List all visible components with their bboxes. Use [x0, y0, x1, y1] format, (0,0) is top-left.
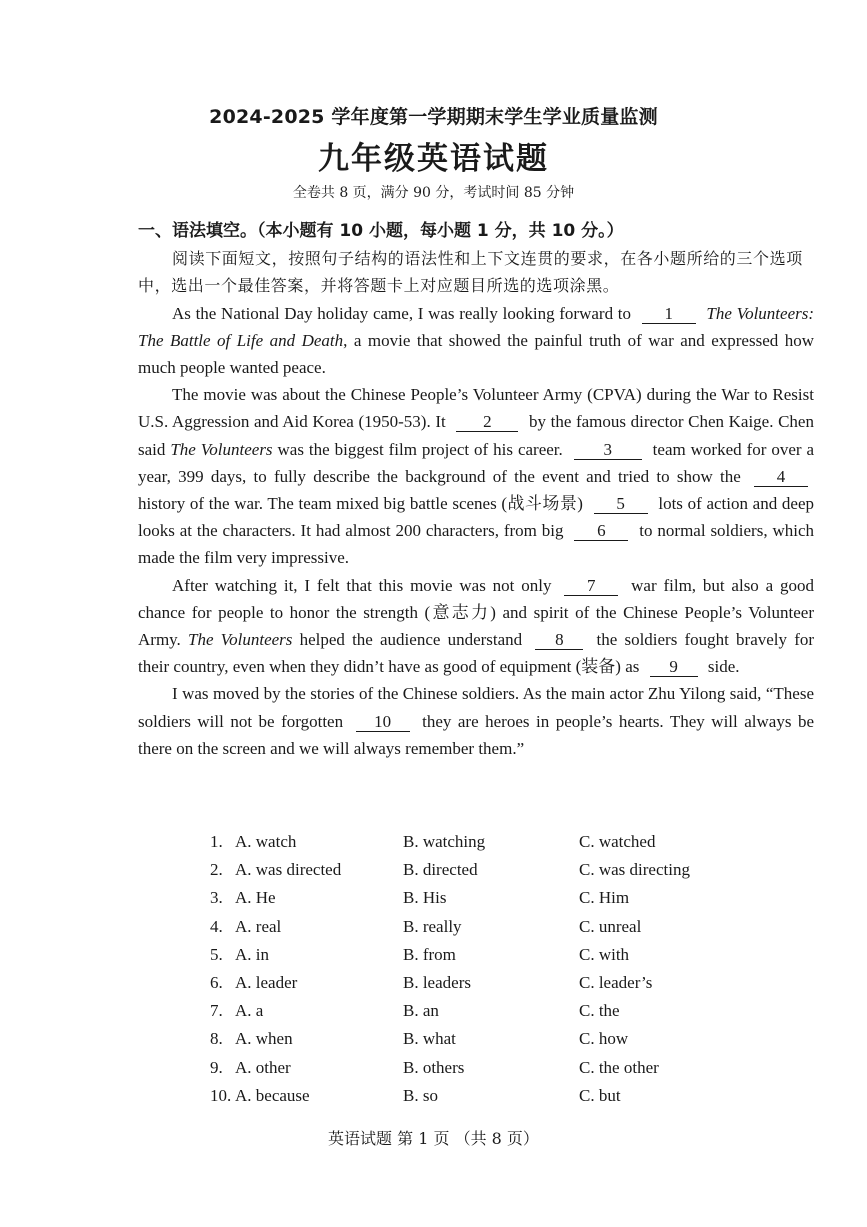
option-row — [210, 828, 729, 856]
option-c: C. but — [579, 1085, 621, 1105]
question-number: 7. — [210, 1001, 223, 1021]
option-row — [210, 913, 729, 941]
option-a: A. watch — [235, 832, 297, 852]
passage-text: was the biggest film project of his career. — [277, 439, 563, 459]
passage-text: After watching it, I felt that this movie was not only — [172, 575, 552, 595]
film-title: The Volunteers — [187, 630, 293, 650]
question-number: 6. — [210, 973, 223, 993]
passage-text: I was moved by the stories of the Chinese soldiers. As the main actor Zhu Yilong said, “These soldiers will not be forgotten — [138, 684, 814, 731]
option-row — [210, 856, 729, 884]
exam-info: 全卷共 8 页，满分 90 分，考试时间 85 分钟 — [292, 185, 575, 201]
option-a: A. He — [235, 888, 276, 908]
blank-10: 10 — [356, 713, 410, 732]
question-number: 8. — [210, 1029, 223, 1049]
option-row — [210, 941, 729, 969]
passage-text: the soldiers fought bravely for their country, even when they didn’t have as good of equipment (装备) as — [138, 630, 815, 677]
option-c: C. was directing — [579, 860, 690, 880]
option-c: C. with — [579, 944, 630, 964]
answer-options — [210, 828, 729, 1110]
exam-title: 九年级英语试题 — [318, 141, 549, 177]
option-c: C. unreal — [579, 916, 642, 936]
page-footer: 英语试题 第 1 页 （共 8 页） — [328, 1129, 539, 1148]
option-a: A. was directed — [235, 860, 342, 880]
option-b: B. watching — [403, 832, 486, 852]
question-number: 9. — [210, 1057, 223, 1077]
exam-header — [0, 102, 867, 202]
option-row — [210, 1082, 729, 1110]
option-a: A. other — [235, 1057, 291, 1077]
passage-text: by the famous director Chen Kaige. Chen said — [138, 412, 814, 459]
section-grammar-fill — [138, 218, 814, 762]
question-number: 10. — [210, 1085, 232, 1105]
passage-text: team worked for over a year, 399 days, to fully describe the background of the event and tried to show the — [138, 439, 815, 486]
option-a: A. in — [235, 944, 269, 964]
passage-text: , a movie that showed the painful truth of war and expressed how much people wanted peace. — [138, 330, 814, 378]
blank-1: 1 — [642, 305, 696, 324]
blank-5: 5 — [594, 495, 648, 514]
option-b: B. others — [403, 1057, 465, 1077]
passage-paragraph-2 — [138, 381, 814, 571]
blank-4: 4 — [754, 468, 808, 487]
option-row — [210, 1025, 729, 1053]
option-row — [210, 1054, 729, 1082]
option-c: C. how — [579, 1029, 629, 1049]
section-heading: 一、语法填空。（本小题有 10 小题，每小题 1 分，共 10 分。） — [138, 221, 624, 241]
passage-text: side. — [707, 657, 740, 677]
passage-text: to normal soldiers, which made the film very impressive. — [138, 521, 815, 568]
question-number: 1. — [210, 832, 223, 852]
option-c: C. leader’s — [579, 973, 653, 993]
question-number: 3. — [210, 888, 223, 908]
blank-8: 8 — [535, 631, 583, 650]
blank-7: 7 — [564, 577, 618, 596]
passage-text: war film, but also a good chance for people to honor the strength (意志力) and spirit of the Chinese People’s Volunteer Army. — [138, 575, 815, 650]
question-number: 5. — [210, 944, 223, 964]
option-a: A. leader — [235, 973, 298, 993]
option-b: B. leaders — [403, 973, 471, 993]
blank-3: 3 — [574, 441, 642, 460]
option-b: B. directed — [403, 860, 478, 880]
option-row — [210, 997, 729, 1025]
option-b: B. so — [403, 1085, 438, 1105]
film-title: The Volunteers — [170, 439, 273, 459]
option-b: B. really — [403, 916, 462, 936]
passage-paragraph-4 — [138, 680, 814, 762]
option-b: B. an — [403, 1001, 439, 1021]
option-row — [210, 969, 729, 997]
passage-paragraph-3 — [138, 572, 814, 681]
passage-text: The movie was about the Chinese People’s Volunteer Army (CPVA) during the War to Resist U.S. Aggression and Aid Korea (1950-53). It — [138, 385, 814, 432]
passage-text: lots of action and deep looks at the characters. It had almost 200 characters, from big — [138, 494, 815, 541]
blank-2: 2 — [456, 413, 518, 432]
option-b: B. His — [403, 888, 447, 908]
option-a: A. a — [235, 1001, 264, 1021]
blank-6: 6 — [574, 522, 628, 541]
option-b: B. what — [403, 1029, 456, 1049]
question-number: 4. — [210, 916, 223, 936]
blank-9: 9 — [650, 658, 698, 677]
option-a: A. when — [235, 1029, 293, 1049]
section-instructions: 阅读下面短文，按照句子结构的语法性和上下文连贯的要求，在各小题所给的三个选项中，选出一个最佳答案，并将答题卡上对应题目所选的选项涂黑。 — [138, 249, 803, 296]
option-c: C. the other — [579, 1057, 659, 1077]
option-a: A. real — [235, 916, 282, 936]
passage-text: helped the audience understand — [299, 630, 523, 650]
passage-text: history of the war. The team mixed big battle scenes (战斗场景) — [138, 494, 583, 514]
passage-text: As the National Day holiday came, I was really looking forward to — [172, 303, 631, 323]
option-b: B. from — [403, 944, 456, 964]
exam-subtitle: 2024-2025 学年度第一学期期末学生学业质量监测 — [209, 106, 658, 128]
option-c: C. Him — [579, 888, 630, 908]
question-number: 2. — [210, 860, 223, 880]
option-row — [210, 884, 729, 912]
option-c: C. the — [579, 1001, 620, 1021]
film-title: The Volunteers: The Battle of Life and Death — [138, 303, 815, 350]
option-a: A. because — [235, 1085, 310, 1105]
passage-text: they are heroes in people’s hearts. They will always be there on the screen and we will always remember them.” — [138, 711, 814, 758]
option-c: C. watched — [579, 832, 656, 852]
passage-paragraph-1 — [138, 300, 814, 382]
